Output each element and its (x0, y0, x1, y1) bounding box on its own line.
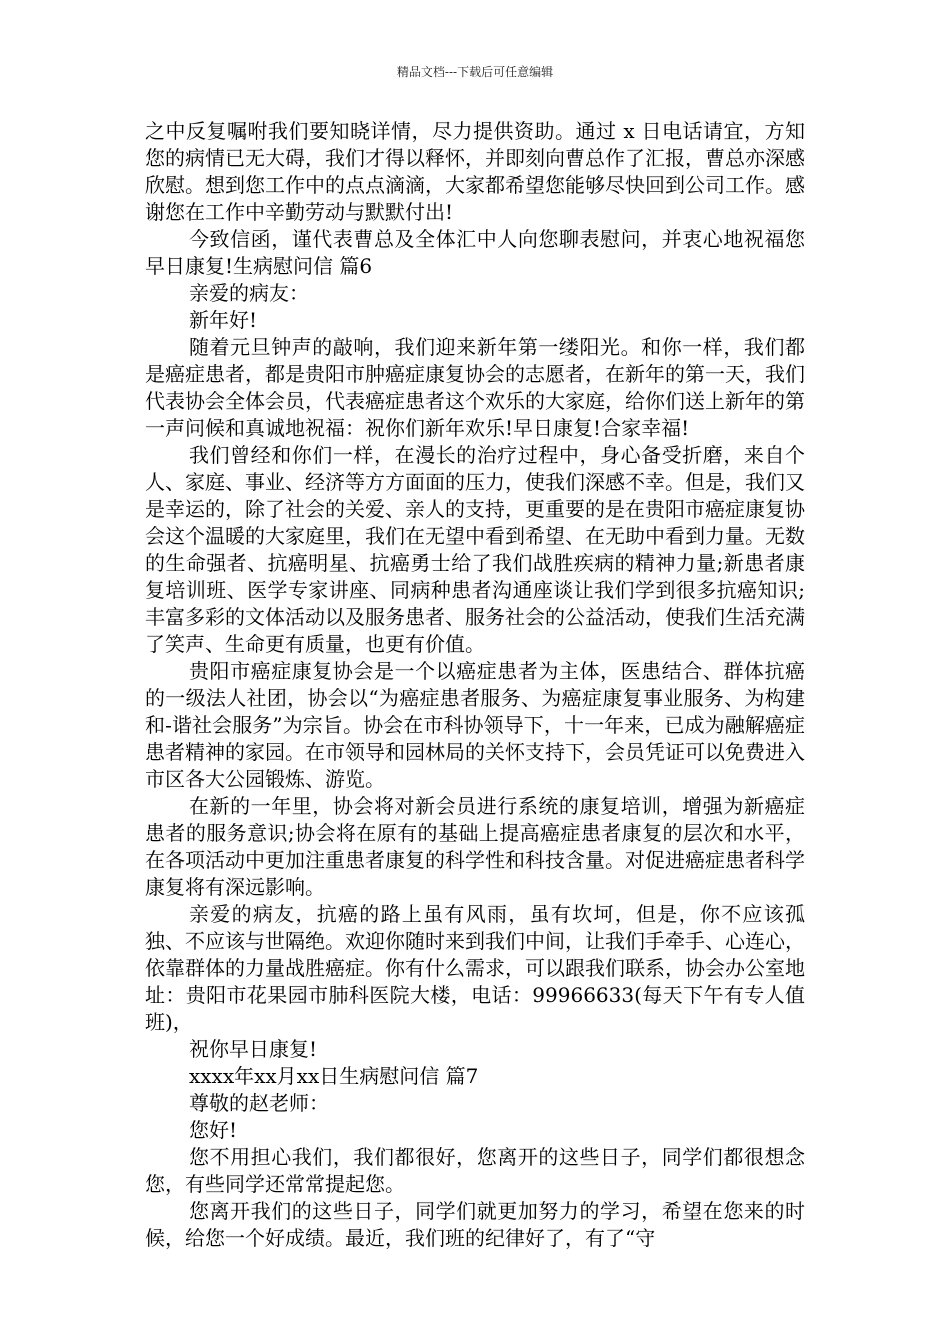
paragraph: 今致信函，谨代表曹总及全体汇中人向您聊表慰问，并衷心地祝福您早日康复!生病慰问信 篇6 (145, 227, 805, 278)
greeting: 新年好! (189, 308, 258, 332)
paragraph: 我们曾经和你们一样，在漫长的治疗过程中，身心备受折磨，来自个人、家庭、事业、经济等方方面面的压力，使我们深感不幸。但是，我们又是幸运的，除了社会的关爱、亲人的支持，更重要的是在贵阳市癌症康复协会这个温暖的大家庭里，我们在无望中看到希望、在无助中看到力量。无数的生命强者、抗癌明星、抗癌勇士给了我们战胜疾病的精神力量;新患者康复培训班、医学专家讲座、同病种患者沟通座谈让我们学到很多抗癌知识;丰富多彩的文体活动以及服务患者、服务社会的公益活动，使我们生活充满了笑声、生命更有质量，也更有价值。 (145, 443, 805, 656)
salutation: 尊敬的赵老师： (189, 1091, 329, 1115)
paragraph: 在新的一年里，协会将对新会员进行系统的康复培训，增强为新癌症患者的服务意识;协会将在原有的基础上提高癌症患者康复的层次和水平，在各项活动中更加注重患者康复的科学性和科技含量。对促进癌症患者科学康复将有深远影响。 (145, 794, 805, 899)
paragraph: 您不用担心我们，我们都很好，您离开的这些日子，同学们都很想念您，有些同学还常常提起您。 (145, 1145, 805, 1196)
paragraph: 之中反复嘱咐我们要知晓详情，尽力提供资助。通过 x 日电话请宜，方知您的病情已无大碍，我们才得以释怀，并即刻向曹总作了汇报，曹总亦深感欣慰。想到您工作中的点点滴滴，大家都希望您能够尽快回到公司工作。感谢您在工作中辛勤劳动与默默付出! (145, 119, 805, 224)
greeting: 您好! (189, 1118, 238, 1142)
paragraph: 您离开我们的这些日子，同学们就更加努力的学习，希望在您来的时候，给您一个好成绩。最近，我们班的纪律好了，有了“守 (145, 1199, 805, 1250)
paragraph: 贵阳市癌症康复协会是一个以癌症患者为主体，医患结合、群体抗癌的一级法人社团，协会以“为癌症患者服务、为癌症康复事业服务、为构建和-谐社会服务”为宗旨。协会在市科协领导下，十一年来，已成为融解癌症患者精神的家园。在市领导和园林局的关怀支持下，会员凭证可以免费进入市区各大公园锻炼、游览。 (145, 659, 805, 791)
document-body (145, 118, 805, 1252)
paragraph: 随着元旦钟声的敲响，我们迎来新年第一缕阳光。和你一样，我们都是癌症患者，都是贵阳市肿癌症康复协会的志愿者，在新年的第一天，我们代表协会全体会员，代表癌症患者这个欢乐的大家庭，给你们送上新年的第一声问候和真诚地祝福：祝你们新年欢乐!早日康复!合家幸福! (145, 335, 805, 440)
page-header: 精品文档---下载后可任意编辑 (396, 65, 554, 79)
salutation: 亲爱的病友： (189, 281, 309, 305)
closing-wish: 祝你早日康复! (189, 1037, 318, 1061)
date-and-title: xxxx年xx月xx日生病慰问信 篇7 (189, 1064, 479, 1088)
paragraph: 亲爱的病友，抗癌的路上虽有风雨，虽有坎坷，但是，你不应该孤独、不应该与世隔绝。欢迎你随时来到我们中间，让我们手牵手、心连心，依靠群体的力量战胜癌症。你有什么需求，可以跟我们联系，协会办公室地址：贵阳市花果园市肺科医院大楼，电话：99966633(每天下午有专人值班)， (145, 902, 805, 1034)
